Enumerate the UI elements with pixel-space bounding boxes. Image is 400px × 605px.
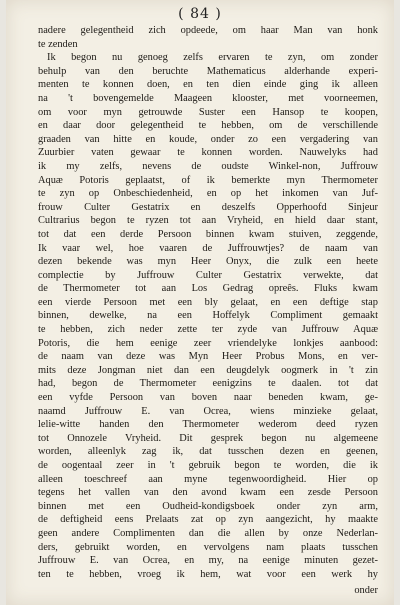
text-line: graaden van hitte en koude, onder zo een vergadering van bbox=[38, 133, 378, 145]
text-line: ik my zelfs, nevens de oudste Winkel-non, Juffrouw bbox=[38, 160, 378, 172]
text-line: te zyn op Onbeschiedenheid, en op het inkomen van Juf- bbox=[38, 188, 378, 200]
text-line: tot dat een derde Persoon binnen kwam stuiven, zeggende, bbox=[38, 228, 378, 240]
text-line: geen andere Complimenten dan die allen by onze Nederlan- bbox=[38, 527, 378, 539]
text-line: ders, gebruikt worden, en vervolgens nam plaats tusschen bbox=[38, 541, 378, 553]
text-line: Ik begon nu genoeg zelfs ervaren te zyn, om zonder bbox=[47, 52, 378, 64]
text-line: om voor myn getrouwde Suster een Hansop te koopen, bbox=[38, 106, 378, 118]
text-line: Juffrouw E. van Ocrea, en my, na eenige minuten gezet- bbox=[38, 555, 378, 567]
text-line: worden, alleenlyk zag ik, dat tusschen dezen en geenen, bbox=[38, 446, 378, 458]
text-line: Ik vaar wel, hoe vaaren de Juffrouwtjes? de naam van bbox=[38, 242, 378, 254]
text-line: complectie by Juffrouw Culter Gestatrix verwekte, dat bbox=[38, 269, 378, 281]
text-line: tot Onnozele Vryheid. Dit gesprek begon nu algemeene bbox=[38, 432, 378, 444]
text-line: na 't bovengemelde Maageen klooster, met voorneemen, bbox=[38, 92, 378, 104]
text-line: Cultrarius begon te ryzen tot aan Vryheid, en hield daar stant, bbox=[38, 215, 378, 227]
text-line: de Thermometer tot aan Los Gedrag opreês. Fluks kwam bbox=[38, 283, 378, 295]
body-text bbox=[38, 24, 378, 581]
text-line: de oogentaal zeer in 't gebruik begon te worden, die ik bbox=[38, 460, 378, 471]
text-line: de naam van deze was Myn Heer Probus Mons, en ver- bbox=[38, 351, 378, 363]
text-line: frouw Culter Gestatrix en deszelfs Opperhoofd Sinjeur bbox=[38, 201, 378, 213]
text-line: lelie-witte handen den Thermometer wederom deed ryzen bbox=[38, 419, 378, 431]
text-line: mits deze Jongman niet dan een deugdelyk oogmerk in 't zin bbox=[38, 364, 378, 376]
text-line: menten te konnen doen, en ten dien einde ging ik alleen bbox=[38, 79, 378, 91]
page-number: ( 84 ) bbox=[178, 6, 222, 22]
text-line: een vierde Persoon met een bly gelaat, en een deftige stap bbox=[38, 296, 378, 308]
text-line: Aquæ Potoris geplaatst, of ik bemerkte myn Thermometer bbox=[38, 174, 378, 186]
catchword: onder bbox=[354, 585, 378, 596]
text-line: een vyfde Persoon van boven naar beneden kwam, ge- bbox=[38, 392, 378, 404]
text-line: binnen met een Oudheid-kondigsboek onder zyn arm, bbox=[38, 500, 378, 512]
text-line: had, begon de Thermometer eenigzins te daalen. tot dat bbox=[38, 378, 378, 390]
text-line: Zuurbier vaten gewaar te konnen worden. Nauwelyks had bbox=[38, 147, 378, 159]
text-line: behulp van den beruchte Mathematicus alderhande experi- bbox=[38, 65, 378, 77]
text-line: de deftigheid eens Prelaats zat op zyn aangezicht, hy maakte bbox=[38, 514, 378, 526]
text-line: nadere gelegentheid zich opdeede, om haar Man van honk bbox=[38, 25, 378, 36]
text-line: dezen bekende was myn Heer Onyx, die zulk een heete bbox=[38, 256, 378, 268]
text-line: en daar door gelegentheid te hebben, om de verschillende bbox=[38, 120, 378, 132]
text-line: naamd Juffrouw E. van Ocrea, wiens minzieke gelaat, bbox=[38, 405, 378, 417]
text-line: binnen, dewelke, na een Hoffelyk Compliment gemaakt bbox=[38, 310, 378, 322]
text-line: tegens het vallen van den avond kwam een zesde Persoon bbox=[38, 487, 378, 499]
text-line: Potoris, die hem eenige zeer vriendelyke lonkjes aanbood: bbox=[38, 337, 378, 349]
text-line: te hebben, zich neder zette ter zyde van Juffrouw Aquæ bbox=[38, 324, 378, 336]
text-line: te zenden bbox=[38, 38, 78, 50]
text-line: alleen toeschreef aan myne tegenwoordigheid. Hier op bbox=[38, 473, 378, 485]
text-line: ten te hebben, vroeg ik hem, wat voor een werk hy bbox=[38, 568, 378, 580]
